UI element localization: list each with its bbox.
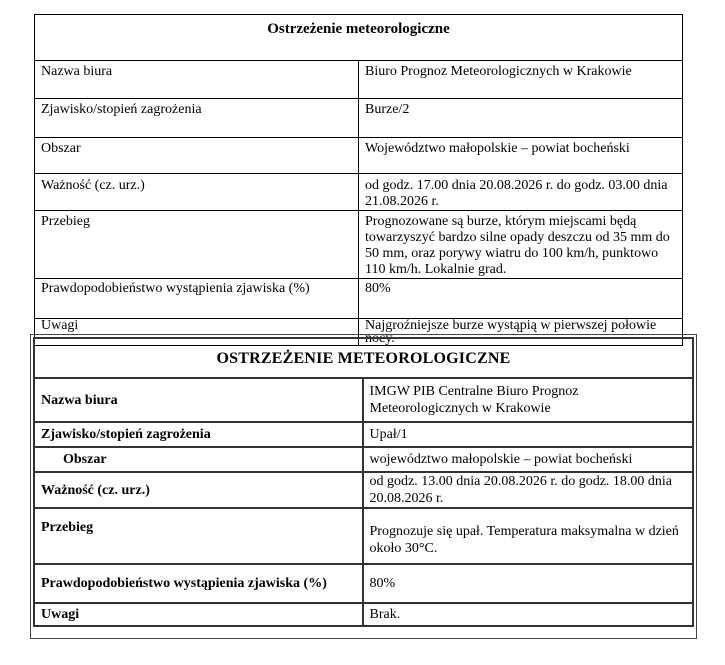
area-value: Województwo małopolskie – powiat bocheński xyxy=(359,138,683,174)
phenomenon-label: Zjawisko/stopień zagrożenia xyxy=(33,423,364,448)
warning-2-title: OSTRZEŻENIE METEOROLOGICZNE xyxy=(33,337,694,379)
table-row xyxy=(33,473,694,509)
table-row xyxy=(33,604,694,627)
area-label: Obszar xyxy=(35,138,359,174)
office-name-label: Nazwa biura xyxy=(35,61,359,99)
warning-table-2-frame xyxy=(30,334,697,639)
validity-value: od godz. 17.00 dnia 20.08.2026 r. do godz. 03.00 dnia 21.08.2026 r. xyxy=(359,174,683,211)
table-row xyxy=(33,423,694,448)
office-name-value: Biuro Prognoz Meteorologicznych w Krakowie xyxy=(359,61,683,99)
remarks-label: Uwagi xyxy=(35,319,359,346)
warning-table-1 xyxy=(34,14,683,346)
probability-value: 80% xyxy=(359,279,683,319)
course-value: Prognozowane są burze, którym miejscami będą towarzyszyć bardzo silne opady deszczu od 35 mm do 50 mm, oraz porywy wiatru do 100 km/h, punktowo 110 km/h. Lokalnie grad. xyxy=(359,211,683,279)
table-row xyxy=(33,509,694,565)
remarks-value: Brak. xyxy=(364,604,695,627)
phenomenon-value: Upał/1 xyxy=(364,423,695,448)
table-row xyxy=(35,61,683,99)
remarks-value: Najgroźniejsze burze wystąpią w pierwszej połowie nocy. xyxy=(359,319,683,346)
remarks-label: Uwagi xyxy=(33,604,364,627)
validity-label: Ważność (cz. urz.) xyxy=(33,473,364,509)
table-row xyxy=(35,279,683,319)
phenomenon-label: Zjawisko/stopień zagrożenia xyxy=(35,99,359,138)
office-name-label: Nazwa biura xyxy=(33,379,364,423)
course-value: Prognozuje się upał. Temperatura maksymalna w dzień około 30°C. xyxy=(364,509,695,565)
table-row xyxy=(33,565,694,604)
table-row xyxy=(33,448,694,473)
table-row xyxy=(35,174,683,211)
course-label: Przebieg xyxy=(35,211,359,279)
probability-label: Prawdopodobieństwo wystąpienia zjawiska (%) xyxy=(33,565,364,604)
validity-label: Ważność (cz. urz.) xyxy=(35,174,359,211)
area-value: województwo małopolskie – powiat bocheński xyxy=(364,448,695,473)
office-name-value: IMGW PIB Centralne Biuro Prognoz Meteorologicznych w Krakowie xyxy=(364,379,695,423)
table-row xyxy=(35,138,683,174)
phenomenon-value: Burze/2 xyxy=(359,99,683,138)
probability-value: 80% xyxy=(364,565,695,604)
table-row xyxy=(33,379,694,423)
warning-table-2 xyxy=(33,337,694,627)
validity-value: od godz. 13.00 dnia 20.08.2026 r. do godz. 18.00 dnia 20.08.2026 r. xyxy=(364,473,695,509)
area-label: Obszar xyxy=(33,448,364,473)
course-label: Przebieg xyxy=(33,509,364,565)
warning-1-title: Ostrzeżenie meteorologiczne xyxy=(35,15,683,61)
probability-label: Prawdopodobieństwo wystąpienia zjawiska (%) xyxy=(35,279,359,319)
table-row xyxy=(35,211,683,279)
table-row xyxy=(35,99,683,138)
